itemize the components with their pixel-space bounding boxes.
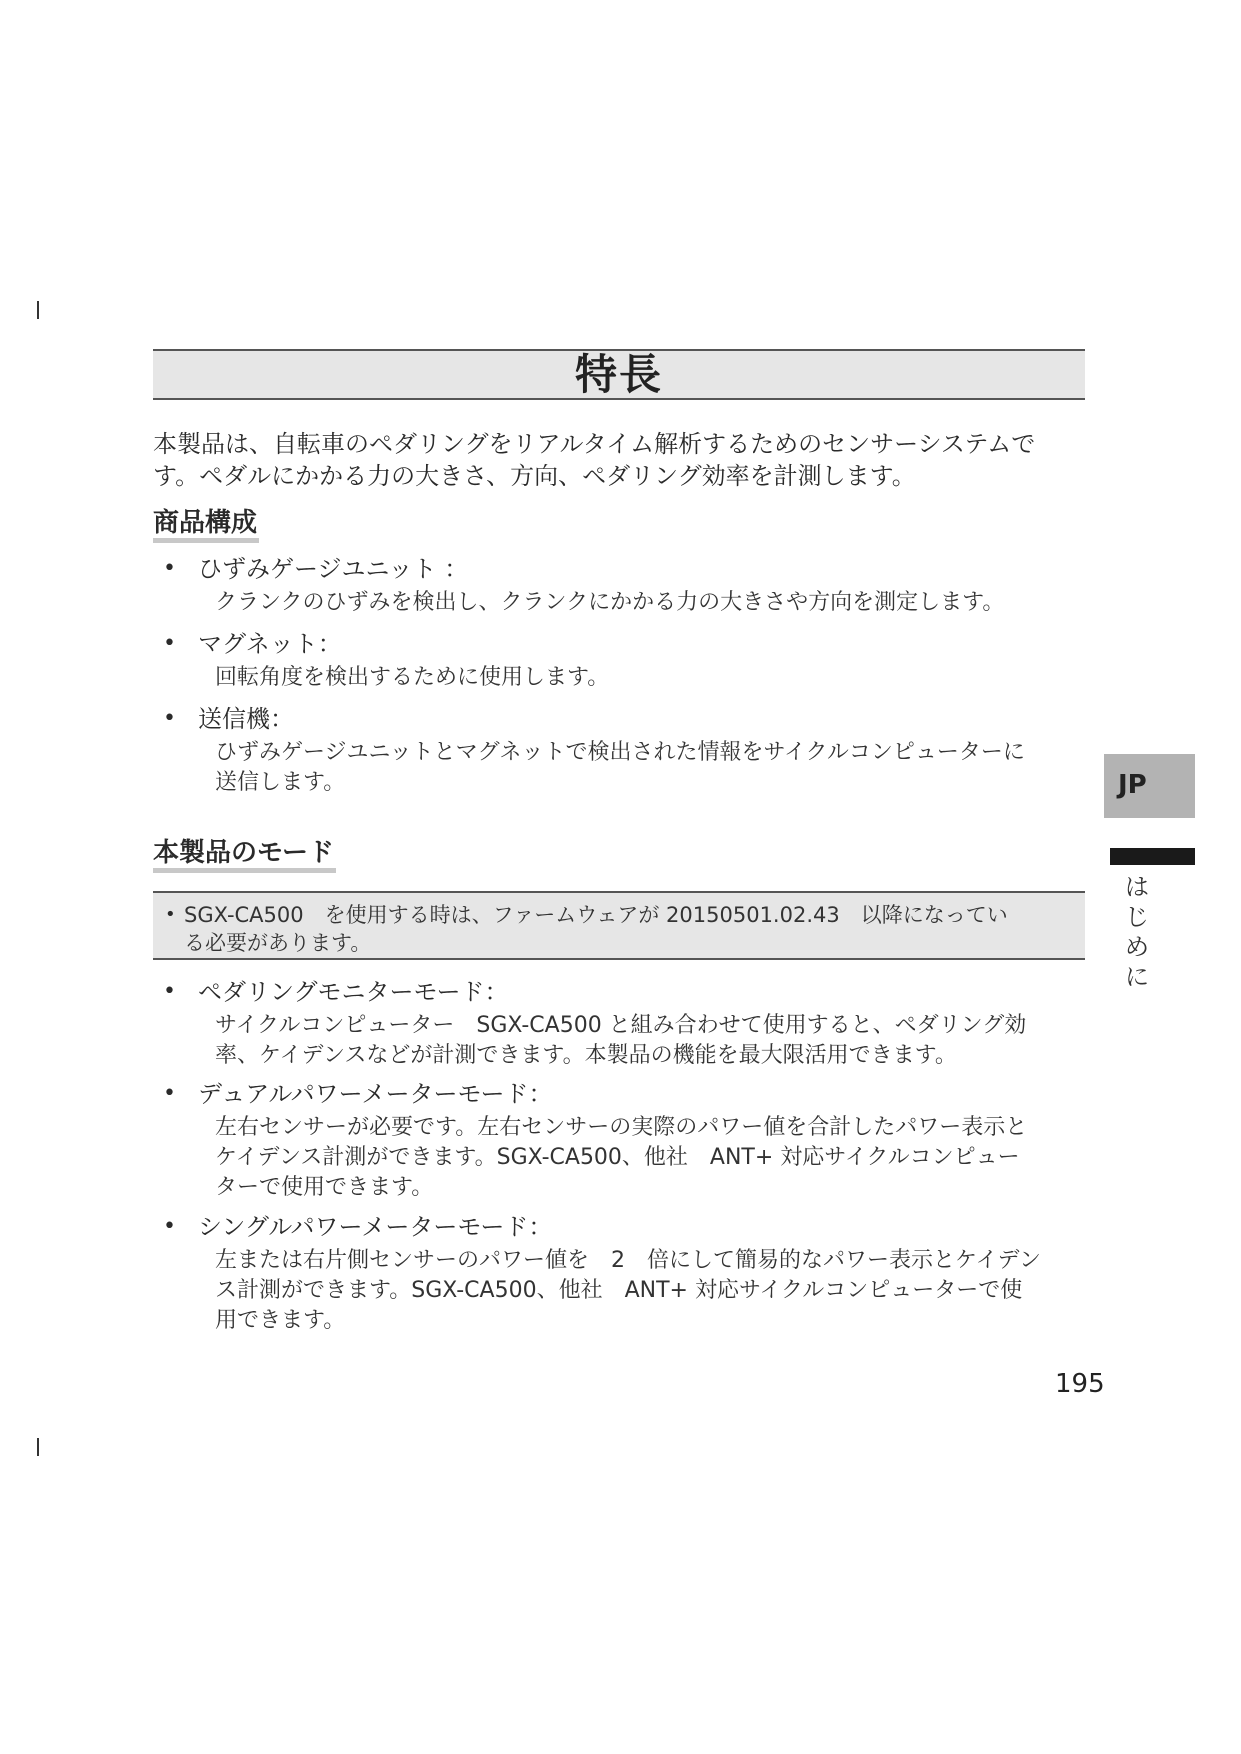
section-heading-modes: 本製品のモード bbox=[153, 838, 334, 868]
item-description bbox=[215, 588, 1095, 618]
note-text bbox=[184, 901, 1064, 957]
intro-line: す。ペダルにかかる力の大きさ、方向、ペダリング効率を計測します。 bbox=[153, 462, 916, 490]
bullet: • bbox=[163, 1214, 176, 1239]
bullet: • bbox=[163, 631, 176, 656]
item-label: 送信機： bbox=[198, 705, 294, 733]
item-description-line: ターで使用できます。 bbox=[215, 1175, 434, 1200]
item-description bbox=[215, 738, 1095, 798]
note-line: る必要があります。 bbox=[184, 931, 372, 955]
item-label: マグネット： bbox=[198, 630, 342, 658]
item-description bbox=[215, 1113, 1095, 1203]
crop-mark-top bbox=[37, 301, 39, 319]
bullet: • bbox=[163, 706, 176, 731]
item-description-line: 率、ケイデンスなどが計測できます。本製品の機能を最大限活用できます。 bbox=[215, 1043, 957, 1068]
item-description-line: ひずみゲージユニットとマグネットで検出された情報をサイクルコンピューターに bbox=[215, 740, 1025, 765]
section-tab-marker bbox=[1110, 848, 1195, 865]
item-description-line: 左または右片側センサーのパワー値を 2 倍にして簡易的なパワー表示とケイデン bbox=[215, 1248, 1042, 1273]
item-description bbox=[215, 663, 1095, 693]
item-label: デュアルパワーメーターモード： bbox=[198, 1080, 553, 1108]
item-label: ひずみゲージユニット ： bbox=[198, 555, 469, 583]
item-description-line: 用できます。 bbox=[215, 1308, 346, 1333]
item-description-line: 左右センサーが必要です。左右センサーの実際のパワー値を合計したパワー表示と bbox=[215, 1115, 1028, 1140]
item-description-line: ス計測ができます。SGX-CA500、他社 ANT+ 対応サイクルコンピューターで使 bbox=[215, 1278, 1023, 1303]
section-tab-label: はじめに bbox=[1125, 873, 1149, 991]
item-description-line: 回転角度を検出するために使用します。 bbox=[215, 665, 610, 690]
note-line: SGX-CA500 を使用する時は、ファームウェアが 20150501.02.43 以降になってい bbox=[184, 903, 1008, 927]
section-heading-components: 商品構成 bbox=[153, 508, 258, 538]
item-description bbox=[215, 1246, 1095, 1336]
bullet: • bbox=[163, 979, 176, 1004]
item-label: シングルパワーメーターモード： bbox=[198, 1213, 553, 1241]
item-description-line: サイクルコンピューター SGX-CA500 と組み合わせて使用すると、ペダリング効 bbox=[215, 1013, 1027, 1038]
bullet: • bbox=[163, 1081, 176, 1106]
intro-line: 本製品は、自転車のペダリングをリアルタイム解析するためのセンサーシステムで bbox=[153, 430, 1036, 458]
crop-mark-bottom bbox=[37, 1438, 39, 1456]
language-tab bbox=[1104, 754, 1195, 818]
language-tab-label: JP bbox=[1118, 770, 1147, 800]
note-bullet: • bbox=[165, 904, 176, 925]
item-description-line: ケイデンス計測ができます。SGX-CA500、他社 ANT+ 対応サイクルコンピュー bbox=[215, 1145, 1020, 1170]
page-number: 195 bbox=[1055, 1369, 1105, 1399]
intro-paragraph bbox=[153, 428, 1093, 492]
firmware-note-box bbox=[153, 891, 1085, 960]
item-description bbox=[215, 1011, 1095, 1071]
item-label: ペダリングモニターモード： bbox=[198, 978, 509, 1006]
item-description-line: 送信します。 bbox=[215, 770, 346, 795]
page-title-bar bbox=[153, 349, 1085, 400]
item-description-line: クランクのひずみを検出し、クランクにかかる力の大きさや方向を測定します。 bbox=[215, 590, 1005, 615]
bullet: • bbox=[163, 556, 176, 581]
page-title: 特長 bbox=[574, 350, 663, 399]
